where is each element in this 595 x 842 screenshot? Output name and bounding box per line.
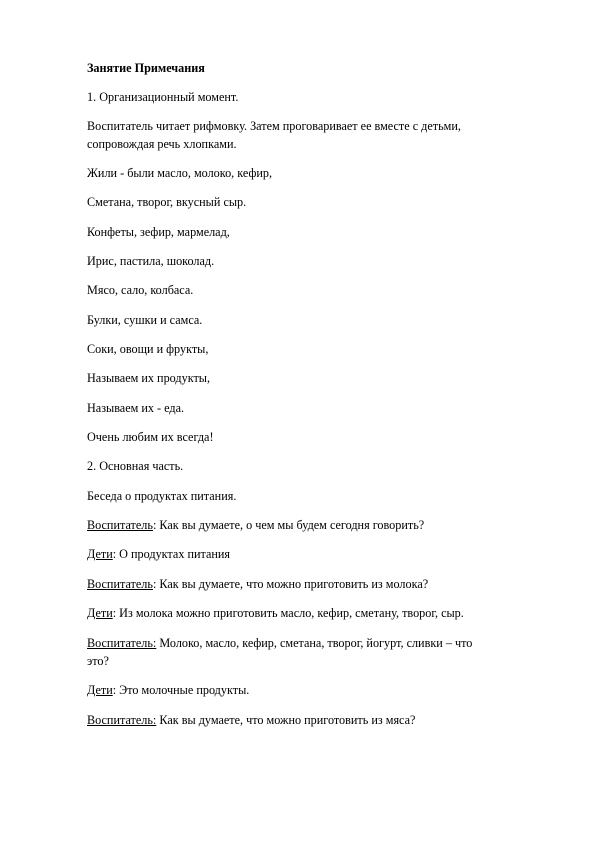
poem-line: Называем их - еда. <box>87 401 185 415</box>
speaker-label: Воспитатель: <box>87 636 157 650</box>
poem-line: Очень любим их всегда! <box>87 430 214 444</box>
dialogue-line <box>87 713 537 728</box>
dialogue-line <box>87 547 537 562</box>
poem-line: Соки, овощи и фрукты, <box>87 342 209 356</box>
speaker-separator: : <box>112 547 117 561</box>
speaker-label: Дети <box>87 606 113 620</box>
speaker-separator: : <box>152 577 157 591</box>
dialogue-line <box>87 683 537 698</box>
poem-line: Жили - были масло, молоко, кефир, <box>87 166 273 180</box>
document-title: Занятие Примечания <box>87 61 205 75</box>
dialogue-text: Это молочные продукты. <box>116 683 250 697</box>
section-heading-2: 2. Основная часть. <box>87 459 184 473</box>
dialogue-line <box>87 636 537 651</box>
dialogue-text: Молоко, масло, кефир, сметана, творог, йогурт, сливки – что <box>156 636 473 650</box>
poem-line: Сметана, творог, вкусный сыр. <box>87 195 247 209</box>
dialogue-text: О продуктах питания <box>116 547 231 561</box>
speaker-label: Воспитатель <box>87 577 153 591</box>
speaker-label: Дети <box>87 683 113 697</box>
poem-line: Конфеты, зефир, мармелад, <box>87 225 230 239</box>
poem-line: Булки, сушки и самса. <box>87 313 203 327</box>
speaker-separator: : <box>152 518 157 532</box>
dialogue-line <box>87 577 537 592</box>
poem-line: Называем их продукты, <box>87 371 211 385</box>
dialogue-line <box>87 518 537 533</box>
poem-line: Ирис, пастила, шоколад. <box>87 254 215 268</box>
speaker-separator: : <box>112 606 117 620</box>
dialogue-continuation: это? <box>87 654 109 668</box>
topic-line: Беседа о продуктах питания. <box>87 489 237 503</box>
speaker-label: Воспитатель: <box>87 713 157 727</box>
dialogue-text: Как вы думаете, о чем мы будем сегодня говорить? <box>156 518 425 532</box>
speaker-label: Воспитатель <box>87 518 153 532</box>
poem-line: Мясо, сало, колбаса. <box>87 283 194 297</box>
intro-paragraph-line-1: Воспитатель читает рифмовку. Затем проговаривает ее вместе с детьми, <box>87 119 461 133</box>
speaker-label: Дети <box>87 547 113 561</box>
dialogue-line <box>87 606 537 621</box>
dialogue-text: Как вы думаете, что можно приготовить из мяса? <box>156 713 416 727</box>
dialogue-text: Как вы думаете, что можно приготовить из молока? <box>156 577 429 591</box>
dialogue-text: Из молока можно приготовить масло, кефир, сметану, творог, сыр. <box>116 606 464 620</box>
speaker-separator: : <box>112 683 117 697</box>
section-heading-1: 1. Организационный момент. <box>87 90 239 104</box>
intro-paragraph-line-2: сопровождая речь хлопками. <box>87 137 237 151</box>
